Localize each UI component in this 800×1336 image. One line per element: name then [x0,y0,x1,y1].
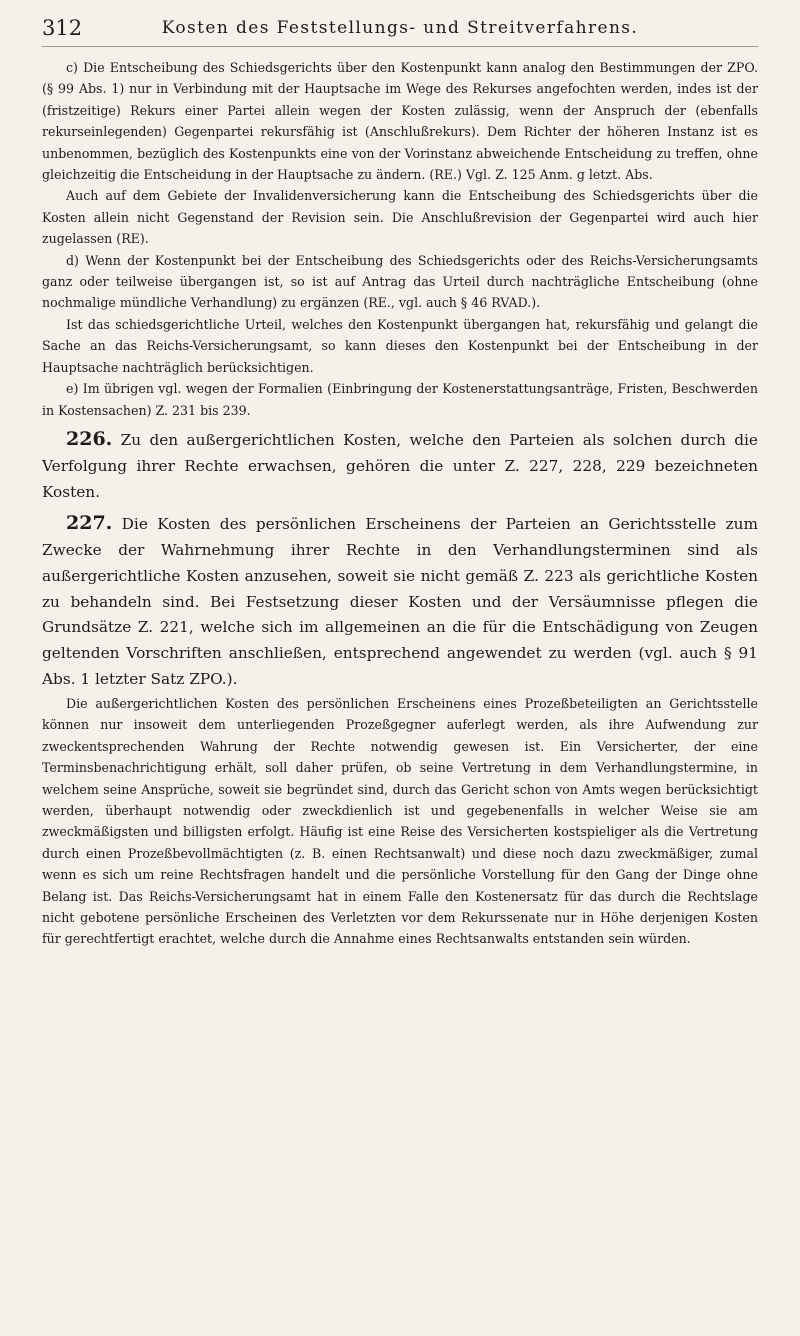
paragraph-d: d) Wenn der Kostenpunkt bei der Entscheibung des Schiedsgerichts oder des Reichs-Versicherungsamts ganz oder teilweise übergangen ist, so ist auf Antrag das Urteil durch nachträgliche Entscheibung (ohne nochmalige mündliche Verhandlung) zu ergänzen (RE., vgl. auch § 46 RVAD.). [42,252,758,311]
section-226-text: Zu den außergerichtlichen Kosten, welche den Parteien als solchen durch die Verfolgung ihrer Rechte erwachsen, gehören die unter Z. 227, 228, 229 bezeichneten Kosten. [42,430,758,501]
paragraph-e: e) Im übrigen vgl. wegen der Formalien (Einbringung der Kostenerstattungsanträge, Fristen, Beschwerden in Kostensachen) Z. 231 bis 239. [42,381,758,418]
section-227 [42,511,758,693]
paragraph-c-continued: Auch auf dem Gebiete der Invalidenversicherung kann die Entscheibung des Schiedsgerichts über die Kosten allein nicht Gegenstand der Revision sein. Die Anschlußrevision der Gegenpartei wird auch hier zugelassen (RE). [42,188,758,247]
section-227-text: Die Kosten des persönlichen Erscheinens der Parteien an Gerichtsstelle zum Zwecke der Wahrnehmung ihrer Rechte in den Verhandlungsterminen sind als außergerichtliche Kosten anzusehen, soweit sie nicht gemäß Z. 223 als gerichtliche Kosten zu behandeln sind. Bei Festsetzung dieser Kosten und der Versäumnisse pflegen die Grundsätze Z. 221, welche sich im allgemeinen an die für die Entschädigung von Zeugen geltenden Vorschriften anschließen, entsprechend angewendet zu werden (vgl. auch § 91 Abs. 1 letzter Satz ZPO.). [42,515,758,689]
section-227-number: 227. [66,512,113,535]
paragraph-c: c) Die Entscheibung des Schiedsgerichts über den Kostenpunkt kann analog den Bestimmungen der ZPO. (§ 99 Abs. 1) nur in Verbindung mit der Hauptsache im Wege des Rekurses angefochten werden, indes ist der (fristzeitige) Rekurs einer Partei allein wegen der Kosten zulässig, wenn der Anspruch der (ebenfalls rekurseinlegenden) Gegenpartei rekursfähig ist (Anschlußrekurs). Dem Richter der höheren Instanz ist es unbenommen, bezüglich des Kostenpunkts eine von der Vorinstanz abweichende Entscheidung zu treffen, ohne gleichzeitig die Entscheidung in der Hauptsache zu ändern. (RE.) Vgl. Z. 125 Anm. g letzt. Abs. [42,60,758,183]
section-226 [42,427,758,505]
page-number: 312 [42,16,83,40]
paragraph-d-continued: Ist das schiedsgerichtliche Urteil, welches den Kostenpunkt übergangen hat, rekursfähig und gelangt die Sache an das Reichs-Versicherungsamt, so kann dieses den Kostenpunkt bei der Entscheibung in der Hauptsache nachträglich berücksichtigen. [42,316,758,375]
page-header [42,14,758,47]
section-226-number: 226. [66,427,113,450]
section-227-note: Die außergerichtlichen Kosten des persönlichen Erscheinens eines Prozeßbeteiligten an Gerichtsstelle können nur insoweit dem unterliegenden Prozeßgegner auferlegt werden, als ihre Aufwendung zur zweckentsprechenden Wahrung der Rechte notwendig gewesen ist. Ein Versicherter, der eine Terminsbenachrichtigung erhält, soll daher prüfen, ob seine Vertretung in dem Verhandlungstermine, in welchem seine Ansprüche, soweit sie begründet sind, durch das Gericht schon von Amts wegen berücksichtigt werden, überhaupt notwendig oder zweckdienlich ist und gegebenenfalls in welcher Weise sie am zweckmäßigsten und billigsten erfolgt. Häufig ist eine Reise des Versicherten kostspieliger als die Vertretung durch einen Prozeßbevollmächtigten (z. B. einen Rechtsanwalt) und diese noch dazu zweckmäßiger, zumal wenn es sich um reine Rechtsfragen handelt und die persönliche Vorstellung für den Gang der Dinge ohne Belang ist. Das Reichs-Versicherungsamt hat in einem Falle den Kostenersatz für das durch die Rechtslage nicht gebotene persönliche Erscheinen des Verletzten vor dem Rekurssenate nur in Höhe derjenigen Kosten für gerechtfertigt erachtet, welche durch die Annahme eines Rechtsanwalts entstanden sein würden. [42,695,758,947]
running-title: Kosten des Feststellungs- und Streitverfahrens. [161,18,639,38]
